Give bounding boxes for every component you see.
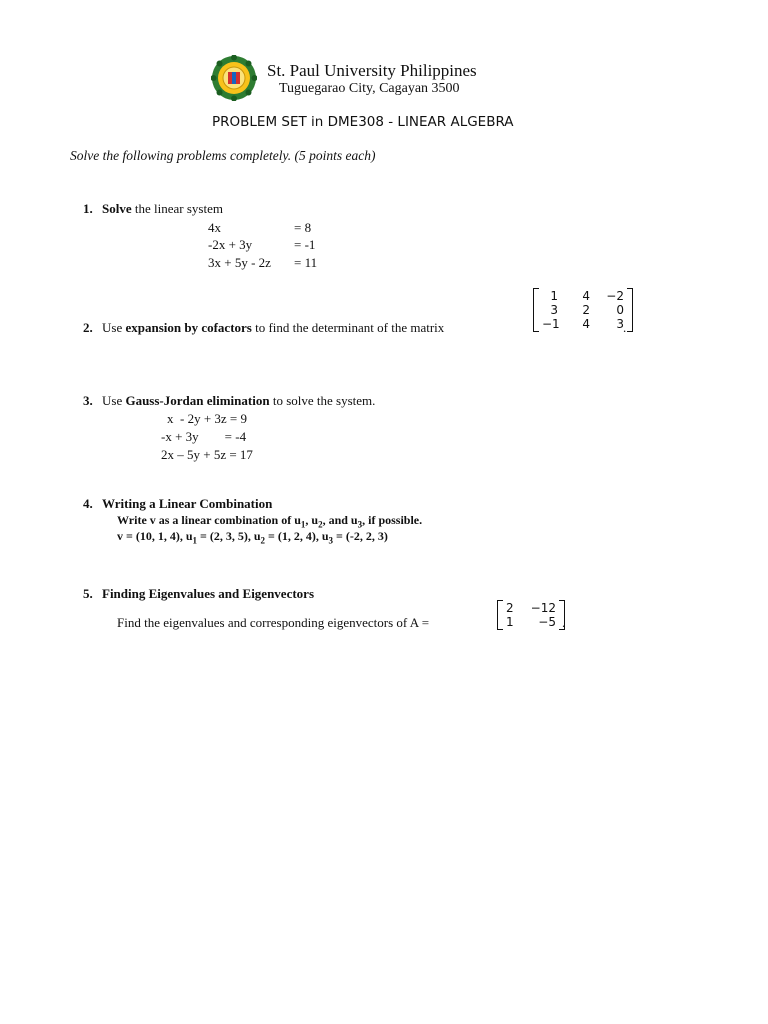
problem-4-number: 4. xyxy=(83,496,93,511)
problem-1 xyxy=(83,201,223,217)
matrix-3x3-cell: 4 xyxy=(582,289,590,303)
problem-2 xyxy=(83,320,444,336)
problem-3 xyxy=(83,393,375,409)
matrix-3x3-cell: 4 xyxy=(582,317,590,331)
matrix-2x2 xyxy=(497,600,565,630)
matrix-2x2-cell: 1 xyxy=(506,615,514,629)
problem-5-period: . xyxy=(562,615,566,630)
matrix-3x3-cell: 2 xyxy=(582,303,590,317)
matrix-3x3-cell: −2 xyxy=(606,289,624,303)
problem-2-number: 2. xyxy=(83,320,93,335)
problem-3-text-pre: Use xyxy=(102,393,126,408)
problem-1-keyword: Solve xyxy=(102,201,132,216)
problem-4-line-1: Write v as a linear combination of $u_1$, $u_2$, and $u_3$, if possible. xyxy=(117,513,423,530)
problem-3-keyword: Gauss-Jordan elimination xyxy=(125,393,270,408)
problem-4-heading: Writing a Linear Combination xyxy=(102,496,273,511)
system-1-row-2-left: -2x + 3y xyxy=(208,237,253,252)
problem-1-text: the linear system xyxy=(131,201,223,216)
problem-1-number: 1. xyxy=(83,201,93,216)
problem-5 xyxy=(83,586,314,602)
system-3-row-3: 2x – 5y + 5z = 17 xyxy=(161,447,253,462)
university-address: Tuguegarao City, Cagayan 3500 xyxy=(279,81,460,96)
instructions: Solve the following problems completely. (5 points each) xyxy=(70,148,376,163)
matrix-3x3-cell: −1 xyxy=(542,317,560,331)
problem-2-text-post: to find the determinant of the matrix xyxy=(251,320,445,335)
problem-2-period: . xyxy=(623,320,627,335)
system-1-row-2-right: = -1 xyxy=(294,237,316,252)
system-1-row-1-right: = 8 xyxy=(294,220,312,235)
university-seal xyxy=(211,55,257,101)
matrix-2x2-cell: 2 xyxy=(506,601,514,615)
problem-3-text-post: to solve the system. xyxy=(269,393,376,408)
matrix-3x3-cell: 0 xyxy=(616,303,624,317)
matrix-2x2-cell: −12 xyxy=(530,601,556,615)
problem-4 xyxy=(83,496,272,512)
problem-4-line-2: v = (10, 1, 4), $u_1 = (2$, 3, 5), $u_2 = (1$, 2, 4), $u_3 = (-2$, 2, 3) xyxy=(117,529,388,546)
system-3-row-1: x - 2y + 3z = 9 xyxy=(167,411,248,426)
system-1-row-3-left: 3x + 5y - 2z xyxy=(208,255,271,270)
system-1-row-1-left: 4x xyxy=(208,220,221,235)
page-title: PROBLEM SET in DME308 - LINEAR ALGEBRA xyxy=(212,114,514,130)
problem-2-keyword: expansion by cofactors xyxy=(125,320,252,335)
problem-5-text: Find the eigenvalues and corresponding eigenvectors of A = xyxy=(117,615,430,630)
university-name: St. Paul University Philippines xyxy=(267,61,477,80)
problem-5-number: 5. xyxy=(83,586,93,601)
matrix-2x2-cell: −5 xyxy=(538,615,556,629)
matrix-3x3-cell: 1 xyxy=(550,289,558,303)
system-3-row-2: -x + 3y = -4 xyxy=(161,429,247,444)
problem-5-heading: Finding Eigenvalues and Eigenvectors xyxy=(102,586,314,601)
matrix-3x3-cell: 3 xyxy=(616,317,624,331)
matrix-3x3-cell: 3 xyxy=(550,303,558,317)
system-1-row-3-right: = 11 xyxy=(294,255,318,270)
problem-2-text-pre: Use xyxy=(102,320,126,335)
matrix-3x3 xyxy=(533,288,633,332)
problem-3-number: 3. xyxy=(83,393,93,408)
